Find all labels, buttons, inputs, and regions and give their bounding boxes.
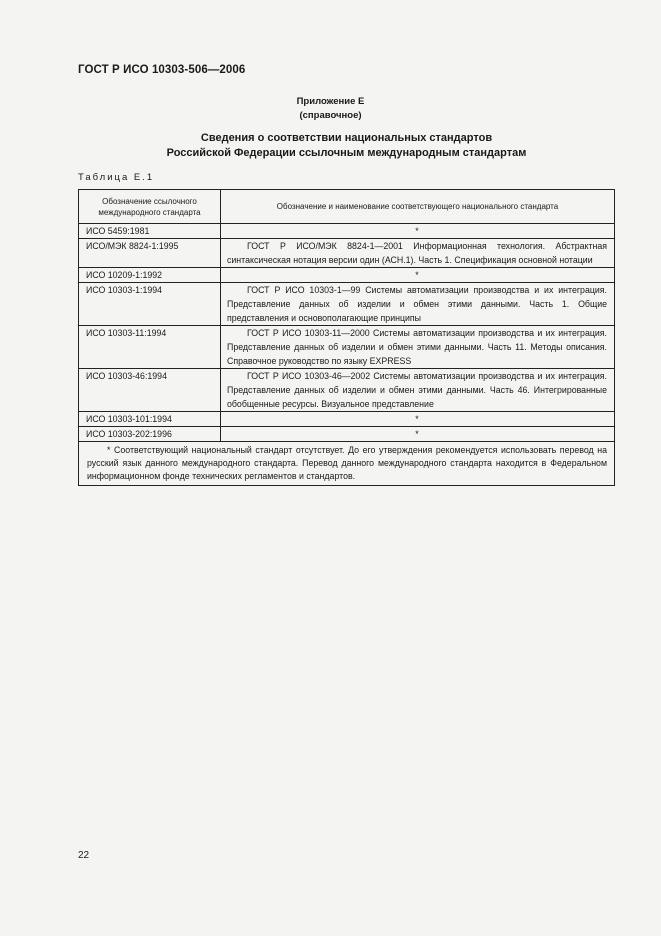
table-row — [79, 412, 615, 427]
header-reference-standard: Обозначение ссылочного международного стандарта — [79, 190, 221, 224]
appendix-heading — [0, 95, 661, 123]
reference-cell: ИСО 10209-1:1992 — [79, 268, 221, 283]
table-label: Таблица Е.1 — [78, 172, 155, 183]
table-row — [79, 427, 615, 442]
national-cell: * — [221, 412, 615, 427]
section-title-line-1: Сведения о соответствии национальных стандартов — [200, 132, 493, 144]
reference-cell: ИСО 10303-1:1994 — [79, 283, 221, 326]
correspondence-table — [78, 189, 615, 486]
national-cell: * — [221, 427, 615, 442]
table-header-row — [79, 190, 615, 224]
reference-cell: ИСО/МЭК 8824-1:1995 — [79, 239, 221, 268]
page-number: 22 — [78, 850, 90, 861]
table-row — [79, 268, 615, 283]
table-row — [79, 369, 615, 412]
table-footnote: * Соответствующий национальный стандарт отсутствует. До его утверждения рекомендуется использовать перевод на русский язык данного международного стандарта. Перевод данного международного стандарта находится в Федеральном информационном фонде технических регламентов и стандартов. — [79, 442, 615, 486]
document-code-header: ГОСТ Р ИСО 10303-506—2006 — [78, 64, 246, 76]
reference-cell: ИСО 5459:1981 — [79, 224, 221, 239]
table-row — [79, 283, 615, 326]
national-cell: ГОСТ Р ИСО 10303-11—2000 Системы автоматизации производства и их интеграция. Представление данных об изделии и обмен этими данными. Часть 11. Методы описания. Справочное руководство по языку EXPRESS — [221, 326, 615, 369]
table-row — [79, 239, 615, 268]
reference-cell: ИСО 10303-101:1994 — [79, 412, 221, 427]
appendix-subtitle: (справочное) — [299, 110, 362, 121]
national-cell: ГОСТ Р ИСО/МЭК 8824-1—2001 Информационная технология. Абстрактная синтаксическая нотация версии один (АСН.1). Часть 1. Спецификация основной нотации — [221, 239, 615, 268]
appendix-title: Приложение Е — [296, 96, 365, 107]
national-cell: * — [221, 268, 615, 283]
national-cell: * — [221, 224, 615, 239]
national-cell: ГОСТ Р ИСО 10303-46—2002 Системы автоматизации производства и их интеграция. Представление данных об изделии и обмен этими данными. Часть 46. Интегрированные обобщенные ресурсы. Визуальное представление — [221, 369, 615, 412]
header-national-standard: Обозначение и наименование соответствующего национального стандарта — [221, 190, 615, 224]
section-title — [0, 131, 661, 161]
national-cell: ГОСТ Р ИСО 10303-1—99 Системы автоматизации производства и их интеграция. Представление данных об изделии и обмен этими данными. Часть 1. Общие представления и основополагающие принципы — [221, 283, 615, 326]
reference-cell: ИСО 10303-11:1994 — [79, 326, 221, 369]
section-title-line-2: Российской Федерации ссылочным международным стандартам — [166, 147, 527, 159]
reference-cell: ИСО 10303-202:1996 — [79, 427, 221, 442]
reference-cell: ИСО 10303-46:1994 — [79, 369, 221, 412]
table-row — [79, 224, 615, 239]
table-row — [79, 326, 615, 369]
footnote-row — [79, 442, 615, 486]
